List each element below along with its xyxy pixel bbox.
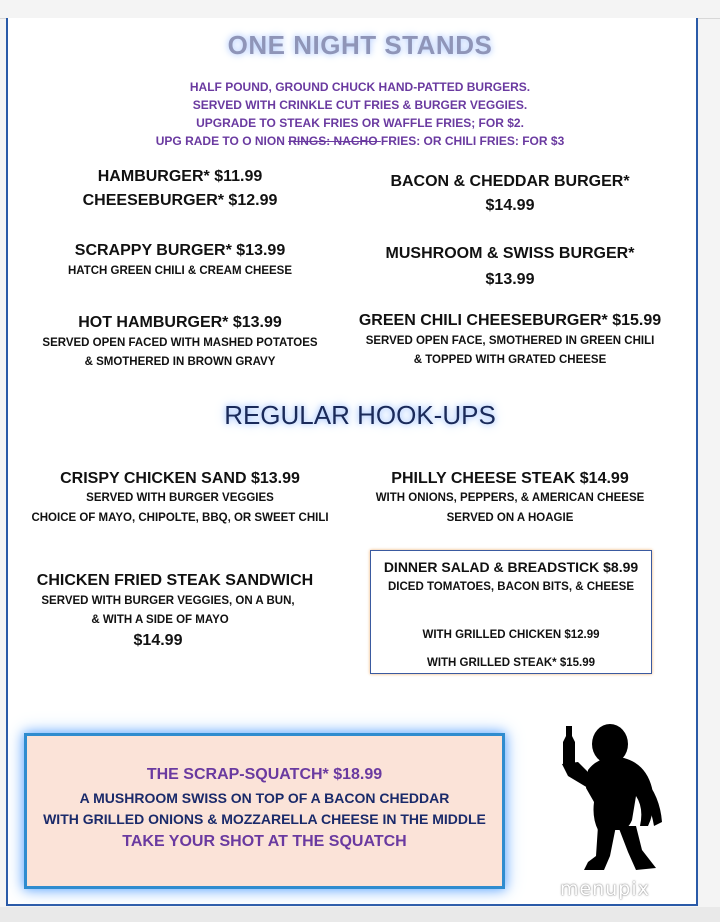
mushroom-swiss-burger-item: MUSHROOM & SWISS BURGER*: [385, 245, 635, 262]
section-title-one-night-stands: ONE NIGHT STANDS: [227, 30, 493, 60]
chicken-fried-steak-desc-2: & WITH A SIDE OF MAYO: [91, 614, 229, 626]
crispy-chicken-sand-desc-1: SERVED WITH BURGER VEGGIES: [86, 492, 274, 504]
bacon-cheddar-burger-item: BACON & CHEDDAR BURGER*: [390, 173, 630, 190]
mushroom-swiss-burger-price: $13.99: [485, 271, 535, 288]
dinner-salad-item: DINNER SALAD & BREADSTICK $8.99: [383, 559, 639, 575]
dinner-salad-grilled-chicken: WITH GRILLED CHICKEN $12.99: [422, 629, 600, 641]
scrap-squatch-feature-box: [24, 733, 505, 889]
hamburger-item: HAMBURGER* $11.99: [97, 168, 263, 185]
crispy-chicken-sand-desc-2: CHOICE OF MAYO, CHIPOLTE, BBQ, OR SWEET CHILI: [31, 512, 329, 524]
bottom-bar: [0, 907, 720, 922]
scrap-squatch-item: THE SCRAP-SQUATCH* $18.99: [146, 766, 383, 783]
intro-line-4: [0, 134, 720, 148]
dinner-salad-desc: DICED TOMATOES, BACON BITS, & CHEESE: [388, 581, 634, 593]
hot-hamburger-desc-2: & SMOTHERED IN BROWN GRAVY: [84, 356, 276, 368]
hot-hamburger-item: HOT HAMBURGER* $13.99: [78, 314, 282, 331]
green-chili-cheeseburger-desc-1: SERVED OPEN FACE, SMOTHERED IN GREEN CHILI: [365, 335, 655, 347]
intro-line-4-pre: UPG RADE TO O NION: [155, 134, 289, 148]
intro-line-4-strike: RINGS: NACHO: [288, 134, 381, 148]
menupix-watermark: menupix: [560, 878, 650, 900]
hot-hamburger-desc-1: SERVED OPEN FACED WITH MASHED POTATOES: [42, 337, 318, 349]
chicken-fried-steak-sandwich-item: CHICKEN FRIED STEAK SANDWICH: [36, 572, 314, 589]
scrap-squatch-desc-1: A MUSHROOM SWISS ON TOP OF A BACON CHEDDAR: [79, 790, 450, 806]
intro-line-4-post: FRIES: OR CHILI FRIES: FOR $3: [380, 134, 565, 148]
chicken-fried-steak-desc-1: SERVED WITH BURGER VEGGIES, ON A BUN,: [41, 595, 295, 607]
scrap-squatch-desc-2: WITH GRILLED ONIONS & MOZZARELLA CHEESE IN THE MIDDLE: [43, 811, 486, 827]
intro-line-2: SERVED WITH CRINKLE CUT FRIES & BURGER VEGGIES.: [192, 98, 528, 112]
dinner-salad-box: [370, 550, 652, 674]
bigfoot-silhouette-icon: [548, 718, 678, 878]
section-title-regular-hook-ups: REGULAR HOOK-UPS: [224, 400, 496, 430]
intro-line-1: HALF POUND, GROUND CHUCK HAND-PATTED BURGERS.: [189, 80, 531, 94]
scrappy-burger-item: SCRAPPY BURGER* $13.99: [74, 242, 286, 259]
bacon-cheddar-burger-price: $14.99: [485, 197, 535, 214]
chicken-fried-steak-price: $14.99: [133, 632, 183, 649]
dinner-salad-grilled-steak: WITH GRILLED STEAK* $15.99: [426, 657, 596, 669]
scrap-squatch-tagline: TAKE YOUR SHOT AT THE SQUATCH: [122, 833, 407, 850]
intro-line-3: UPGRADE TO STEAK FRIES OR WAFFLE FRIES; FOR $2.: [196, 116, 524, 130]
philly-cheese-steak-item: PHILLY CHEESE STEAK $14.99: [391, 470, 629, 487]
green-chili-cheeseburger-item: GREEN CHILI CHEESEBURGER* $15.99: [358, 312, 662, 329]
scrappy-burger-desc: HATCH GREEN CHILI & CREAM CHEESE: [67, 265, 293, 277]
crispy-chicken-sand-item: CRISPY CHICKEN SAND $13.99: [60, 470, 300, 487]
cheeseburger-item: CHEESEBURGER* $12.99: [82, 192, 278, 209]
philly-cheese-steak-desc-1: WITH ONIONS, PEPPERS, & AMERICAN CHEESE: [375, 492, 645, 504]
green-chili-cheeseburger-desc-2: & TOPPED WITH GRATED CHEESE: [413, 354, 607, 366]
philly-cheese-steak-desc-2: SERVED ON A HOAGIE: [446, 512, 574, 524]
